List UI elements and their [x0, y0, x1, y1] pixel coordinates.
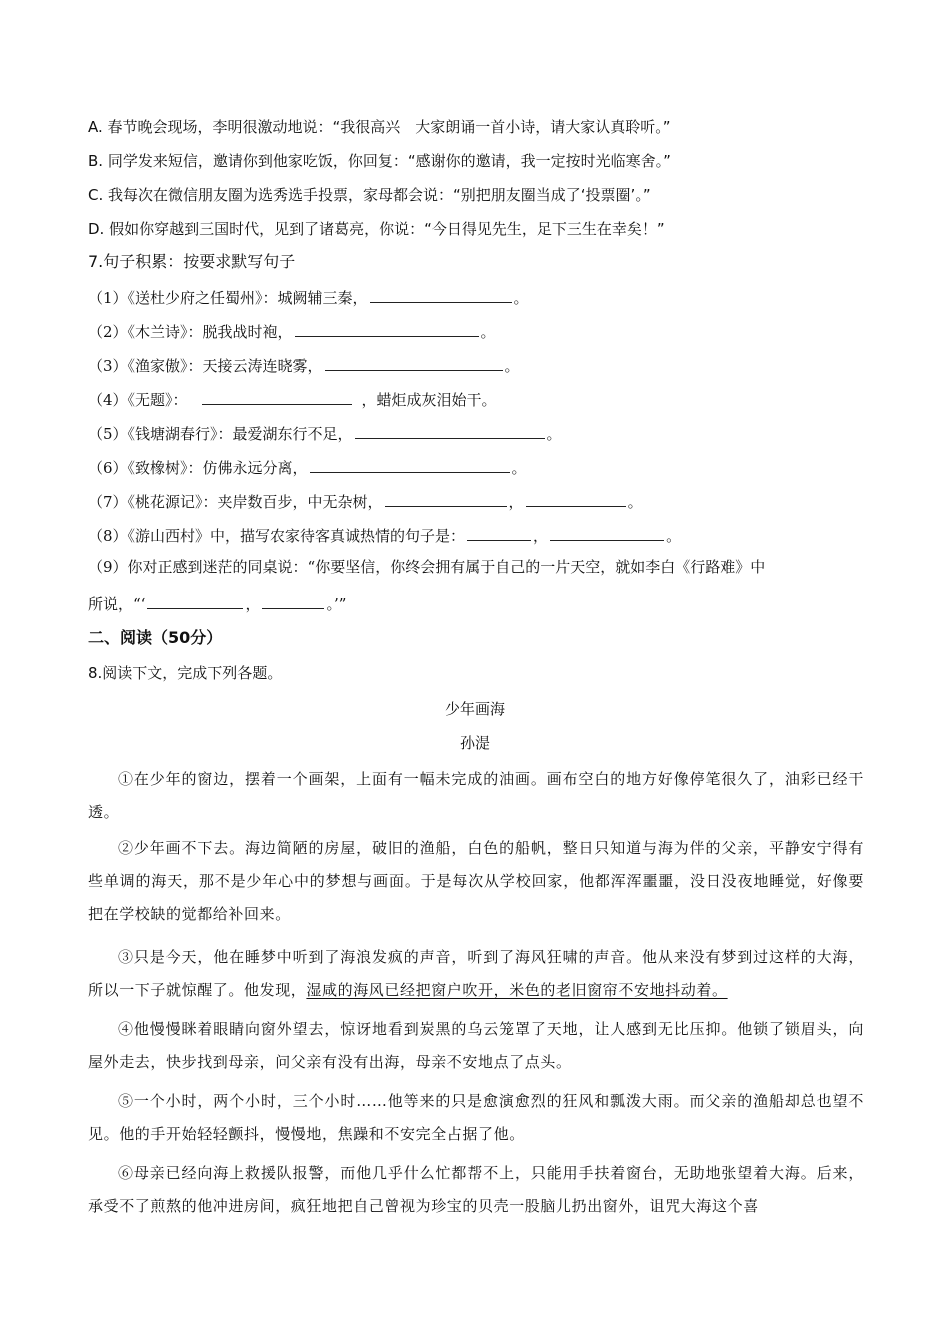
option-d: D. 假如你穿越到三国时代，见到了诸葛亮，你说：“今日得见先生，足下三生在幸矣！”	[88, 220, 665, 238]
answer-blank[interactable]	[385, 490, 507, 507]
q7-item-6: （6）《致橡树》：仿佛永远分离， 。	[88, 456, 527, 479]
article-paragraph-1: ①在少年的窗边，摆着一个画架，上面有一幅未完成的油画。画布空白的地方好像停笔很久了，油彩已经干透。	[88, 770, 864, 821]
question-7-title: 7.句子积累：按要求默写句子	[88, 252, 296, 271]
article-author: 孙湜	[459, 734, 490, 752]
q7-item-3: （3）《渔家傲》：天接云涛连晓雾， 。	[88, 354, 520, 377]
q7-item-1: （1）《送杜少府之任蜀州》：城阙辅三秦， 。	[88, 286, 529, 309]
article-paragraph-2: ②少年画不下去。海边简陋的房屋，破旧的渔船，白色的船帆，整日只知道与海为伴的父亲，平静安宁得有些单调的海天，那不是少年心中的梦想与画面。于是每次从学校回家，他都浑浑噩噩，没日没夜地睡觉，好像要把在学校缺的觉都给补回来。	[88, 839, 864, 923]
q7-item-5: （5）《钱塘湖春行》：最爱湖东行不足， 。	[88, 422, 562, 445]
article-title: 少年画海	[444, 700, 505, 718]
q7-item-9-line2: 所说，“‘ ， 。’”	[88, 592, 346, 615]
q7-item-9-line1: （9）你对正感到迷茫的同桌说：“你要坚信，你终会拥有属于自己的一片天空，就如李白《行路难》中	[88, 558, 766, 576]
article-paragraph-6: ⑥母亲已经向海上救援队报警，而他几乎什么忙都帮不上，只能用手扶着窗台，无助地张望着大海。后来，承受不了煎熬的他冲进房间，疯狂地把自己曾视为珍宝的贝壳一股脑儿扔出窗外，诅咒大海这个喜	[88, 1164, 864, 1215]
article-paragraph-5: ⑤一个小时，两个小时，三个小时……他等来的只是愈演愈烈的狂风和瓢泼大雨。而父亲的渔船却总也望不见。他的手开始轻轻颤抖，慢慢地，焦躁和不安完全占据了他。	[88, 1092, 864, 1143]
article-paragraph-3: ③只是今天，他在睡梦中听到了海浪发疯的声音，听到了海风狂啸的声音。他从来没有梦到过这样的大海，所以一下子就惊醒了。他发现，湿咸的海风已经把窗户吹开，米色的老旧窗帘不安地抖动着。	[88, 948, 864, 999]
answer-blank[interactable]	[262, 592, 324, 609]
q7-item-7: （7）《桃花源记》：夹岸数百步，中无杂树， ， 。	[88, 490, 643, 513]
underlined-sentence: 湿咸的海风已经把窗户吹开，米色的老旧窗帘不安地抖动着。	[306, 981, 728, 999]
answer-blank[interactable]	[550, 524, 664, 541]
answer-blank[interactable]	[310, 456, 510, 473]
section-reading-heading: 二、阅读（50分）	[88, 628, 223, 647]
option-a: A. 春节晚会现场，李明很激动地说：“我很高兴 大家朗诵一首小诗，请大家认真聆听。”	[88, 118, 671, 136]
article-paragraph-4: ④他慢慢眯着眼睛向窗外望去，惊讶地看到炭黑的乌云笼罩了天地，让人感到无比压抑。他锁了锁眉头，向屋外走去，快步找到母亲，问父亲有没有出海，母亲不安地点了点头。	[88, 1020, 864, 1071]
answer-blank[interactable]	[467, 524, 531, 541]
answer-blank[interactable]	[526, 490, 626, 507]
option-b: B. 同学发来短信，邀请你到他家吃饭，你回复：“感谢你的邀请，我一定按时光临寒舍。”	[88, 152, 671, 170]
question-8-title: 8.阅读下文，完成下列各题。	[88, 664, 283, 682]
answer-blank[interactable]	[325, 354, 503, 371]
answer-blank[interactable]	[355, 422, 545, 439]
q7-item-8: （8）《游山西村》中，描写农家待客真诚热情的句子是： ， 。	[88, 524, 681, 547]
answer-blank[interactable]	[147, 592, 243, 609]
option-c: C. 我每次在微信朋友圈为选秀选手投票，家母都会说：“别把朋友圈当成了‘投票圈’。”	[88, 186, 651, 204]
answer-blank[interactable]	[370, 286, 512, 303]
answer-blank[interactable]	[295, 320, 479, 337]
answer-blank[interactable]	[202, 388, 352, 405]
q7-item-2: （2）《木兰诗》：脱我战时袍， 。	[88, 320, 496, 343]
q7-item-4: （4）《无题》： ，蜡炬成灰泪始干。	[88, 388, 497, 411]
